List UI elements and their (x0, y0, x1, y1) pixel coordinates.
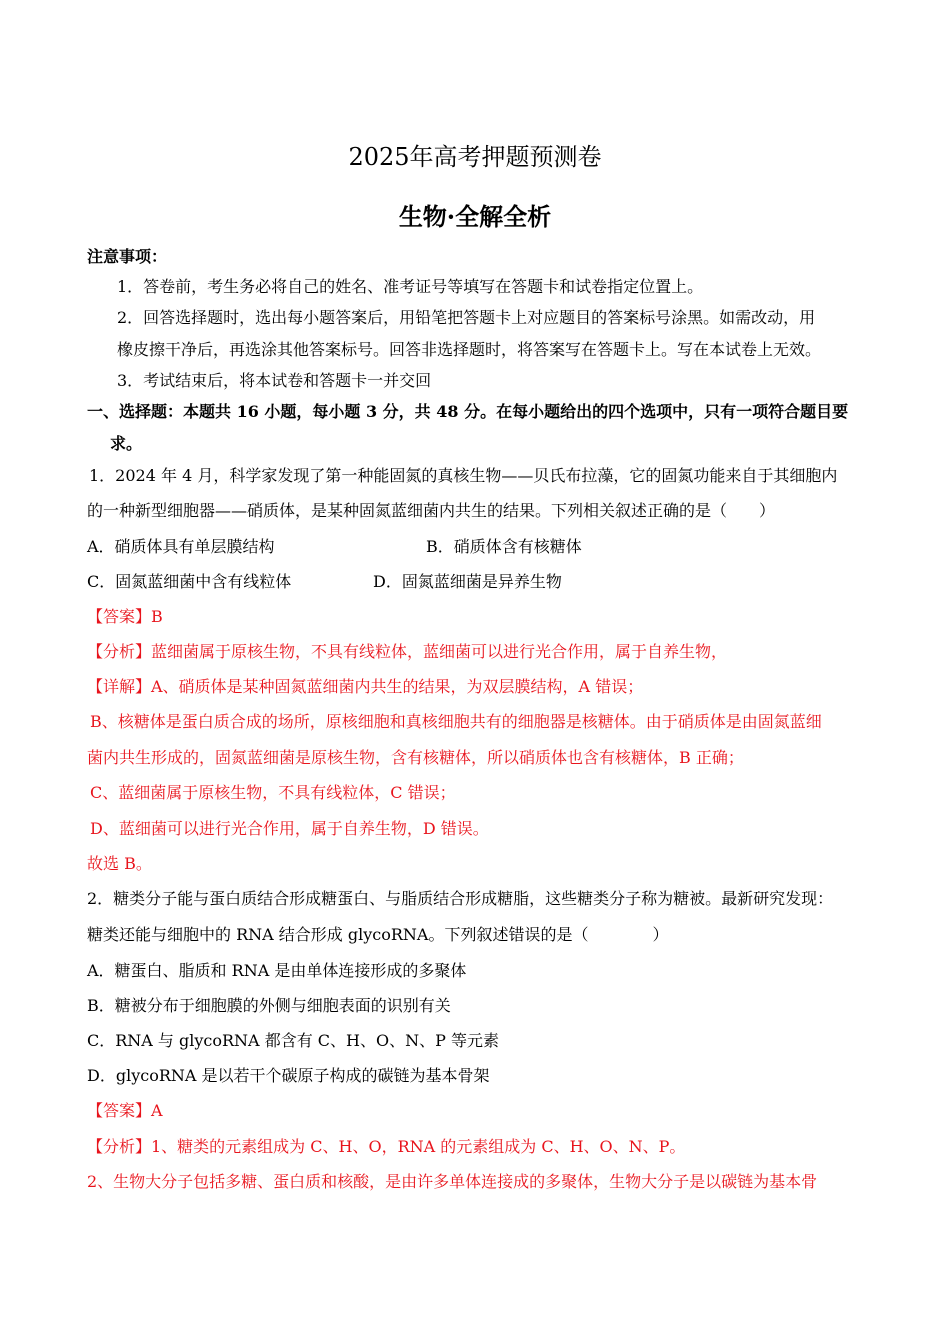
q2-stem-line-2: 糖类还能与细胞中的 RNA 结合形成 glycoRNA。下列叙述错误的是（ ） (87, 925, 669, 944)
q2-analysis-2: 2、生物大分子包括多糖、蛋白质和核酸，是由许多单体连接成的多聚体，生物大分子是以碳链为基本骨 (87, 1172, 818, 1191)
q1-stem-line-2: 的一种新型细胞器——硝质体，是某种固氮蓝细菌内共生的结果。下列相关叙述正确的是（ ） (87, 501, 776, 520)
q2-option-a: A．糖蛋白、脂质和 RNA 是由单体连接形成的多聚体 (87, 961, 467, 980)
notice-heading: 注意事项： (87, 247, 168, 266)
q1-option-d: D．固氮蓝细菌是异养生物 (373, 572, 562, 591)
q1-detail-b-line-2: 菌内共生形成的，固氮蓝细菌是原核生物，含有核糖体，所以硝质体也含有核糖体，B 正确； (87, 748, 744, 767)
q1-option-c: C．固氮蓝细菌中含有线粒体 (87, 572, 292, 591)
q2-option-b: B．糖被分布于细胞膜的外侧与细胞表面的识别有关 (87, 996, 451, 1015)
q1-detail-d: D、蓝细菌可以进行光合作用，属于自养生物，D 错误。 (90, 819, 489, 838)
section-heading-line-1: 一、选择题：本题共 16 小题，每小题 3 分，共 48 分。在每小题给出的四个选项中，只有一项符合题目要 (87, 402, 849, 421)
q1-conclusion: 故选 B。 (87, 854, 152, 873)
notice-item-2-line-1: 2．回答选择题时，选出每小题答案后，用铅笔把答题卡上对应题目的答案标号涂黑。如需改动，用 (117, 308, 816, 327)
page-subtitle: 生物·全解全析 (398, 202, 552, 231)
q1-detail-b-line-1: B、核糖体是蛋白质合成的场所，原核细胞和真核细胞共有的细胞器是核糖体。由于硝质体是由固氮蓝细 (90, 712, 822, 731)
q2-answer: 【答案】A (87, 1101, 163, 1120)
q2-stem-line-1: 2．糖类分子能与蛋白质结合形成糖蛋白、与脂质结合形成糖脂，这些糖类分子称为糖被。最新研究发现： (87, 889, 834, 908)
q1-stem-line-1: 1．2024 年 4 月，科学家发现了第一种能固氮的真核生物——贝氏布拉藻，它的固氮功能来自于其细胞内 (89, 466, 838, 485)
section-heading-line-2: 求。 (110, 434, 143, 453)
page-title: 2025年高考押题预测卷 (348, 143, 602, 171)
notice-item-1: 1．答卷前，考生务必将自己的姓名、准考证号等填写在答题卡和试卷指定位置上。 (117, 277, 704, 296)
q1-option-b: B．硝质体含有核糖体 (426, 537, 582, 556)
notice-item-2-line-2: 橡皮擦干净后，再选涂其他答案标号。回答非选择题时，将答案写在答题卡上。写在本试卷上无效。 (117, 340, 822, 359)
q1-option-a: A．硝质体具有单层膜结构 (87, 537, 275, 556)
q2-analysis-1: 【分析】1、糖类的元素组成为 C、H、O，RNA 的元素组成为 C、H、O、N、P。 (87, 1137, 686, 1156)
q2-option-d: D．glycoRNA 是以若干个碳原子构成的碳链为基本骨架 (87, 1066, 490, 1085)
q1-detail-c: C、蓝细菌属于原核生物，不具有线粒体，C 错误； (90, 783, 456, 802)
notice-item-3: 3．考试结束后，将本试卷和答题卡一并交回 (117, 371, 432, 390)
q1-answer: 【答案】B (87, 607, 163, 626)
q1-analysis: 【分析】蓝细菌属于原核生物，不具有线粒体，蓝细菌可以进行光合作用，属于自养生物， (87, 642, 728, 661)
q2-option-c: C．RNA 与 glycoRNA 都含有 C、H、O、N、P 等元素 (87, 1031, 499, 1050)
q1-detail-a: 【详解】A、硝质体是某种固氮蓝细菌内共生的结果，为双层膜结构，A 错误； (87, 677, 644, 696)
